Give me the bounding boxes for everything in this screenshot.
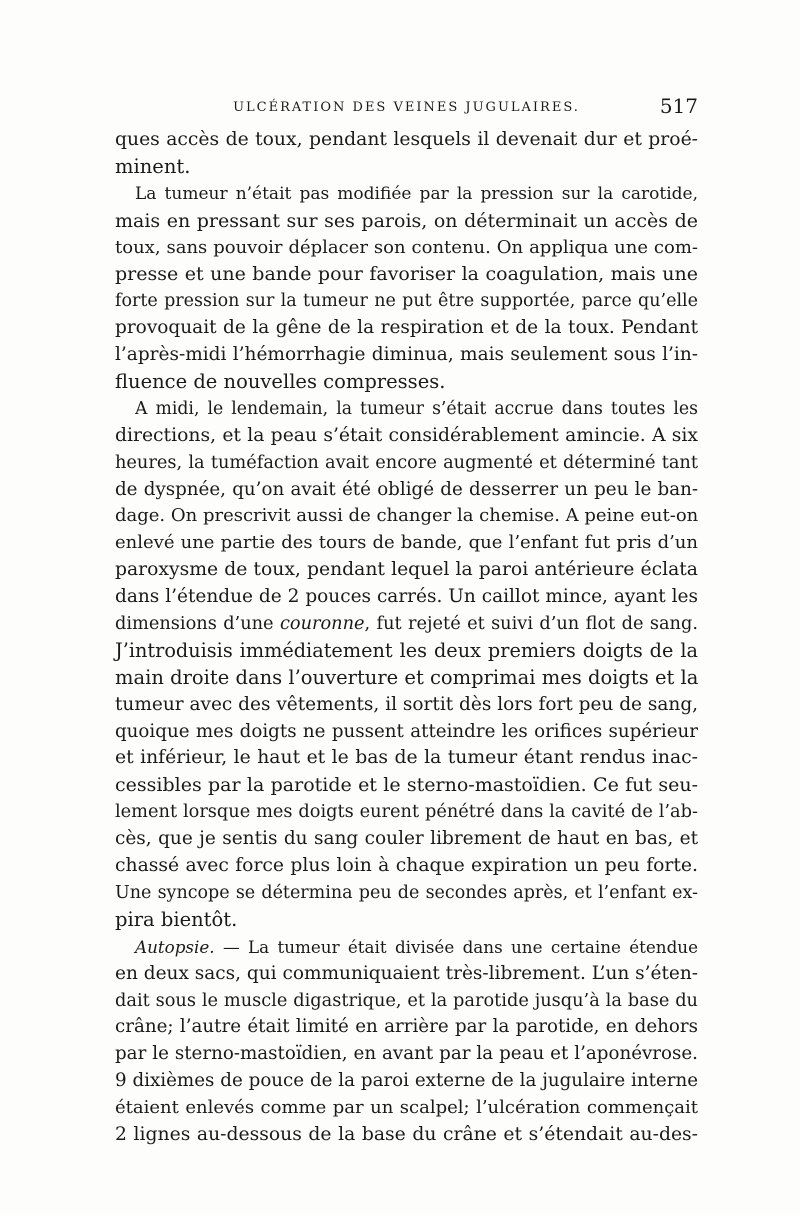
text-line: 2 lignes au-dessous de la base du crâne et s’étendait au-des- <box>115 1123 698 1145</box>
text-line: cès, que je sentis du sang couler librement de haut en bas, et <box>115 828 698 850</box>
text-segment: dimensions d’une <box>115 614 280 635</box>
text-segment: , fut rejeté et suivi d’un flot de sang. <box>364 614 698 635</box>
text-line: pira bientôt. <box>115 907 238 931</box>
text-line: dait sous le muscle digastrique, et la parotide jusqu’à la base du <box>115 990 698 1011</box>
running-title: ULCÉRATION DES VEINES JUGULAIRES. <box>233 100 580 115</box>
text-line: l’après-midi l’hémorrhagie diminua, mais seulement sous l’in- <box>115 344 698 366</box>
text-line-with-italic <box>115 934 698 961</box>
text-line-with-italic <box>115 611 698 638</box>
text-line: A midi, le lendemain, la tumeur s’était accrue dans toutes les <box>135 398 698 419</box>
text-line: par le sterno-mastoïdien, en avant par la peau et l’aponévrose. <box>115 1043 698 1065</box>
text-line: étaient enlevés comme par un scalpel; l’ulcération commençait <box>115 1097 698 1119</box>
italic-heading: Autopsie. <box>135 936 215 957</box>
text-line: provoquait de la gêne de la respiration et de la toux. Pendant <box>115 317 698 339</box>
page-number: 517 <box>659 94 698 118</box>
text-line: lement lorsque mes doigts eurent pénétré dans la cavité de l’ab- <box>115 802 698 823</box>
text-line: La tumeur n’était pas modifiée par la pression sur la carotide, <box>135 183 698 204</box>
text-line: mais en pressant sur ses parois, on déterminait un accès de <box>115 209 698 232</box>
text-line: heures, la tuméfaction avait encore augmenté et déterminé tant <box>115 452 698 473</box>
text-segment: — La tumeur était divisée dans une certaine étendue <box>214 936 698 957</box>
text-line: quoique mes doigts ne pussent atteindre les orifices supérieur <box>115 720 698 742</box>
text-line: toux, sans pouvoir déplacer son contenu. On appliqua une com- <box>115 236 698 258</box>
text-line: de dyspnée, qu’on avait été obligé de desserrer un peu le ban- <box>115 478 698 500</box>
text-line: paroxysme de toux, pendant lequel la paroi antérieure éclata <box>115 559 698 581</box>
text-line: dage. On prescrivit aussi de changer la chemise. A peine eut-on <box>115 505 699 527</box>
text-line: 9 dixièmes de pouce de la paroi externe de la jugulaire interne <box>115 1070 698 1092</box>
text-line: en deux sacs, qui communiquaient très-librement. L’un s’éten- <box>115 962 699 984</box>
text-line: fluence de nouvelles compresses. <box>115 370 446 394</box>
text-line: chassé avec force plus loin à chaque expiration un peu forte. <box>115 855 698 877</box>
text-line: Une syncope se détermina peu de secondes après, et l’enfant ex- <box>115 882 698 903</box>
text-line: tumeur avec des vêtements, il sortit dès lors fort peu de sang, <box>115 693 699 715</box>
text-line: presse et une bande pour favoriser la coagulation, mais une <box>115 263 698 286</box>
text-line: cessibles par la parotide et le sterno-mastoïdien. Ce fut seu- <box>115 774 698 797</box>
body-text <box>115 127 698 1149</box>
text-line: dans l’étendue de 2 pouces carrés. Un caillot mince, ayant les <box>115 586 698 608</box>
text-line: J’introduisis immédiatement les deux premiers doigts de la <box>115 638 698 662</box>
text-line: minent. <box>115 154 191 178</box>
text-line: forte pression sur la tumeur ne put être supportée, parce qu’elle <box>115 291 698 312</box>
text-line: enlevé une partie des tours de bande, que l’enfant fut pris d’un <box>115 532 698 554</box>
text-line: crâne; l’autre était limité en arrière par la parotide, en dehors <box>115 1016 698 1038</box>
text-line: et inférieur, le haut et le bas de la tumeur étant rendus inac- <box>115 747 698 769</box>
text-line: ques accès de toux, pendant lesquels il devenait dur et proé- <box>115 129 698 150</box>
text-line: main droite dans l’ouverture et comprimai mes doigts et la <box>115 665 699 689</box>
text-line: directions, et la peau s’était considérablement amincie. A six <box>115 424 698 446</box>
page-header <box>115 96 698 122</box>
italic-word: couronne <box>279 614 365 635</box>
